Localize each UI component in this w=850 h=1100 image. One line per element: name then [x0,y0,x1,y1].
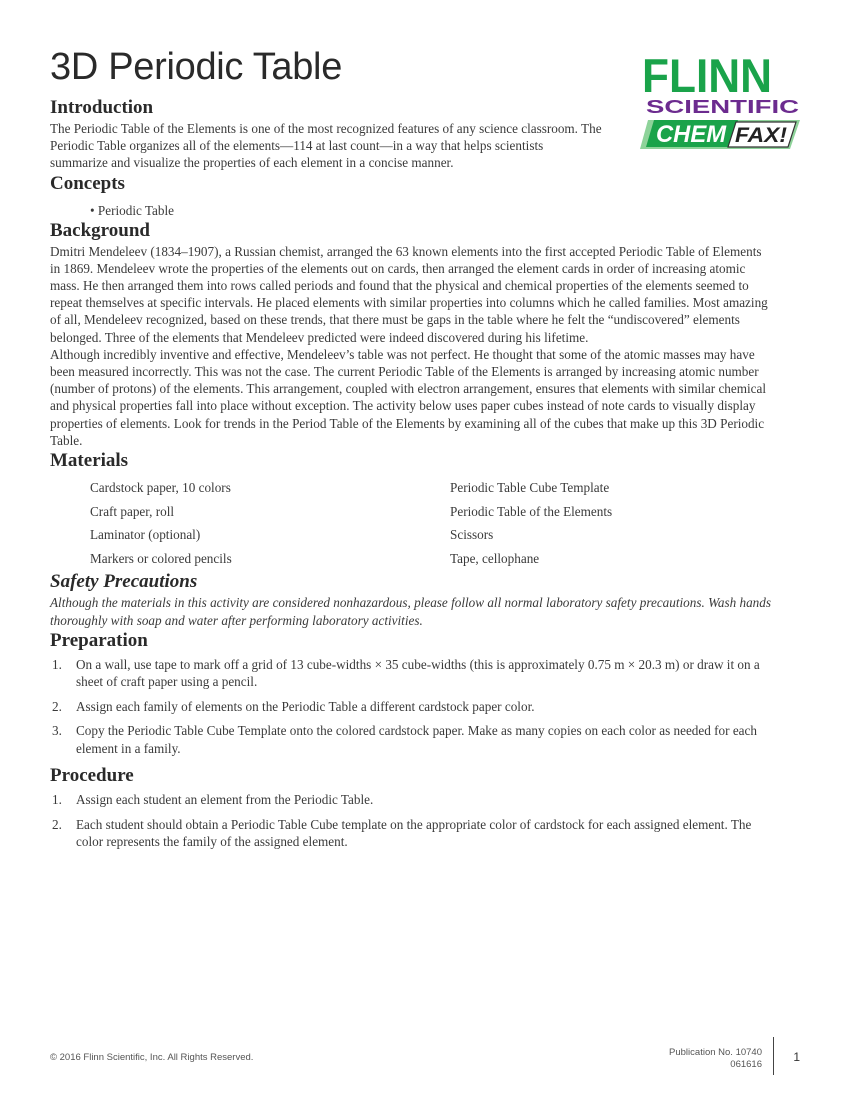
page-number: 1 [793,1050,800,1064]
material-item: Periodic Table of the Elements [450,503,613,519]
page-footer [50,1049,800,1079]
step-text: On a wall, use tape to mark off a grid of 13 cube-widths × 35 cube-widths (this is approximately 0.75 m × 20.3 m) or draw it on a sheet of craft paper using a pencil. [76,656,760,690]
concepts-heading: Concepts [50,172,125,194]
background-paragraph-2: Although incredibly inventive and effective, Mendeleev’s table was not perfect. He thought that some of the atomic masses may have been measured incorrectly. This was not the case. The current Periodic Table of the Elements is arranged by increasing atomic number (number of protons) of the elements. This arrangement, coupled with electron arrangement, ensures that elements with similar chemical and physical properties fall into place without exception. The activity below uses paper cubes instead of note cards to visually display properties of elements. Look for trends in the Period Table of the Elements by examining all of the cubes that make up this 3D Periodic Table. [50,346,767,448]
logo-fax-text: FAX! [735,124,787,147]
materials-heading: Materials [50,450,129,472]
step-text: Copy the Periodic Table Cube Template onto the colored cardstock paper. Make as many copies on each color as needed for each element in a family. [76,723,757,756]
document-title: 3D Periodic Table [50,46,343,88]
step-number: 1. [52,792,62,808]
material-item: Cardstock paper, 10 colors [90,480,231,496]
introduction-heading: Introduction [50,97,154,118]
preparation-step [50,698,772,715]
safety-heading: Safety Precautions [50,571,198,593]
footer-divider [773,1037,774,1075]
concepts-list [90,202,772,219]
procedure-heading: Procedure [50,765,134,787]
logo-scientific-text: SCIENTIFIC [646,97,799,117]
step-number: 2. [52,817,62,833]
step-number: 3. [52,723,62,739]
concept-item: • Periodic Table [90,202,175,218]
step-number: 1. [52,656,62,672]
preparation-heading: Preparation [50,629,148,651]
step-text: Assign each family of elements on the Periodic Table a different cardstock paper color. [76,698,535,714]
preparation-step [50,722,772,756]
preparation-steps [50,656,772,757]
material-item: Scissors [450,527,494,543]
logo-chem-text: CHEM [656,121,727,148]
preparation-step [50,656,772,690]
material-item: Markers or colored pencils [90,550,232,566]
copyright-notice: © 2016 Flinn Scientific, Inc. All Rights Reserved. [50,1052,254,1063]
material-item: Periodic Table Cube Template [450,480,610,496]
material-item: Craft paper, roll [90,503,175,519]
logo-flinn-text: FLINN [642,50,772,102]
background-paragraph-1: Dmitri Mendeleev (1834–1907), a Russian chemist, arranged the 63 known elements into the first accepted Periodic Table of Elements in 1869. Mendeleev wrote the properties of the elements out on cards, then arranged the element cards in order of increasing atomic mass. He then arranged them into rows called periods and found that the physical and chemical properties of the elements seemed to repeat themselves at specific intervals. He placed elements with similar properties into columns which he called families. Most amazing of all, Mendeleev recognized, based on these trends, that there must be gaps in the table where he felt the “undiscovered” elements belonged. Three of the elements that Mendeleev predicted were indeed discovered during his lifetime. [50,243,768,345]
procedure-step [50,791,772,808]
procedure-steps [50,791,772,850]
materials-list [90,476,772,570]
publication-code: 061616 [730,1059,762,1070]
publication-info [669,1047,762,1071]
procedure-step [50,816,772,850]
material-item: Laminator (optional) [90,527,201,543]
material-item: Tape, cellophane [450,550,540,566]
step-number: 2. [52,698,62,714]
step-text: Assign each student an element from the Periodic Table. [76,792,374,808]
publication-number: Publication No. 10740 [669,1047,762,1058]
background-heading: Background [50,219,150,241]
introduction-text: The Periodic Table of the Elements is one of the most recognized features of any science classroom. The Periodic Table organizes all of the elements—114 at last count—in a way that helps scientists summarize and visualize the properties of each element in a concise manner. [50,121,602,171]
step-text: Each student should obtain a Periodic Table Cube template on the appropriate color of cardstock for each assigned element. The color represents the family of the assigned element. [76,817,752,850]
safety-text: Although the materials in this activity are considered nonhazardous, please follow all normal laboratory safety precautions. Wash hands thoroughly with soap and water after performing laboratory activities. [50,595,771,628]
document-body [50,96,772,858]
